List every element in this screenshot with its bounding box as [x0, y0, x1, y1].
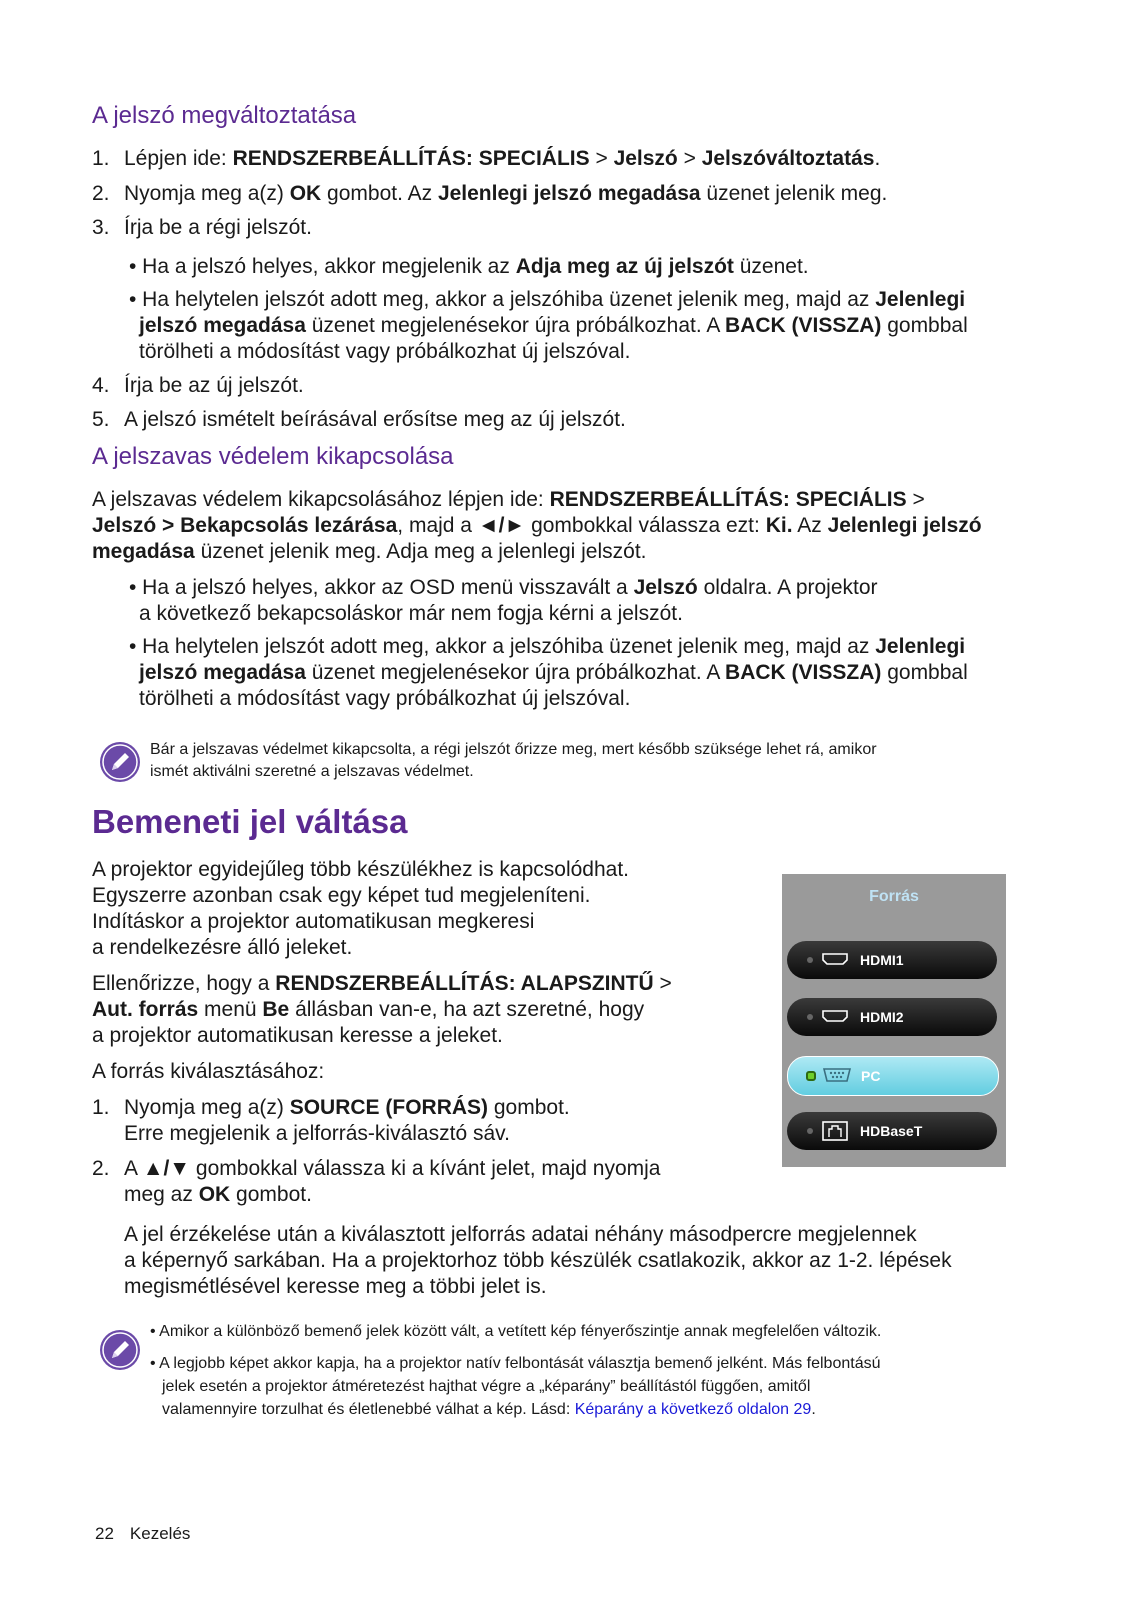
panel-title: Forrás [869, 888, 919, 905]
paragraph-line: Aut. forrás menü Be állásban van-e, ha azt szeretné, hogy [92, 998, 645, 1021]
note-text: ismét aktiválni szeretné a jelszavas védelmet. [150, 763, 474, 780]
source-label: HDMI2 [860, 1009, 904, 1025]
step-number: 1. [92, 147, 110, 170]
bullet-item-cont: jelszó megadása üzenet megjelenésekor újra próbálkozhat. A BACK (VISSZA) gombbal [139, 314, 968, 337]
paragraph-line: Jelszó > Bekapcsolás lezárása, majd a ◄/► gombokkal válassza ezt: Ki. Az Jelenlegi jelszó [92, 514, 982, 537]
paragraph-line: a képernyő sarkában. Ha a projektorhoz több készülék csatlakozik, akkor az 1-2. lépések [124, 1249, 952, 1272]
paragraph-line: Ellenőrizze, hogy a RENDSZERBEÁLLÍTÁS: ALAPSZINTŰ > [92, 972, 672, 995]
step-text: Lépjen ide: RENDSZERBEÁLLÍTÁS: SPECIÁLIS > Jelszó > Jelszóváltoztatás. [124, 147, 881, 170]
page-number: 22 [95, 1524, 114, 1543]
bullet-item: • Ha a jelszó helyes, akkor megjelenik az Adja meg az új jelszót üzenet. [129, 255, 809, 278]
step-number: 2. [92, 182, 110, 205]
note-text: jelek esetén a projektor átméretezést hajthat végre a „képarány” beállítástól függően, amitől [162, 1378, 811, 1395]
step-text-cont: Erre megjelenik a jelforrás-kiválasztó sáv. [124, 1122, 510, 1145]
step-text: Nyomja meg a(z) SOURCE (FORRÁS) gombot. [124, 1096, 570, 1119]
paragraph-line: a projektor automatikusan keresse a jeleket. [92, 1024, 503, 1047]
step-text: A jelszó ismételt beírásával erősítse meg az új jelszót. [124, 408, 626, 431]
step-number: 5. [92, 408, 110, 431]
source-label: PC [861, 1068, 881, 1084]
section-name: Kezelés [129, 1524, 191, 1543]
source-label: HDBaseT [860, 1123, 923, 1139]
step-number: 1. [92, 1096, 110, 1119]
source-label: HDMI1 [860, 952, 904, 968]
note-pencil-icon [99, 741, 141, 783]
note-text: • A legjobb képet akkor kapja, ha a projektor natív felbontását választja bemenő jelként. Más felbontású [150, 1355, 881, 1372]
source-item-pc[interactable] [787, 1056, 999, 1096]
bullet-item-cont: törölheti a módosítást vagy próbálkozhat új jelszóval. [139, 340, 631, 363]
step-number: 2. [92, 1157, 110, 1180]
section-heading-change-password: A jelszó megváltoztatása [92, 102, 357, 129]
status-dot [806, 1071, 816, 1081]
note-text: • Amikor a különböző bemenő jelek között vált, a vetített kép fényerőszintje annak megfelelően változik. [150, 1323, 882, 1340]
bullet-item: • Ha a jelszó helyes, akkor az OSD menü visszavált a Jelszó oldalra. A projektor [129, 576, 878, 599]
hdbaset-icon [822, 1121, 848, 1141]
hdmi-icon [822, 1008, 848, 1024]
status-dot [807, 1014, 813, 1020]
bullet-item-cont: jelszó megadása üzenet megjelenésekor újra próbálkozhat. A BACK (VISSZA) gombbal [139, 661, 968, 684]
paragraph-line: a rendelkezésre álló jeleket. [92, 936, 353, 959]
paragraph-line: A jel érzékelése után a kiválasztott jelforrás adatai néhány másodpercre megjelennek [124, 1223, 917, 1246]
step-number: 4. [92, 374, 110, 397]
step-text: Írja be az új jelszót. [124, 374, 304, 397]
note-pencil-icon [99, 1329, 141, 1371]
section-heading-disable-password: A jelszavas védelem kikapcsolása [92, 443, 454, 470]
step-text: Írja be a régi jelszót. [124, 216, 312, 239]
paragraph-line: Indításkor a projektor automatikusan megkeresi [92, 910, 535, 933]
note-text: valamennyire torzulhat és életlenebbé válhat a kép. Lásd: Képarány a következő oldalon 29. [162, 1401, 816, 1418]
step-text-cont: meg az OK gombot. [124, 1183, 312, 1206]
source-item-hdmi1[interactable] [787, 941, 997, 979]
page-link-aspect-ratio[interactable]: Képarány a következő oldalon 29 [574, 1401, 812, 1418]
paragraph-line: megadása üzenet jelenik meg. Adja meg a jelenlegi jelszót. [92, 540, 647, 563]
chapter-heading-input-switching: Bemeneti jel váltása [92, 803, 408, 840]
bullet-item: • Ha helytelen jelszót adott meg, akkor a jelszóhiba üzenet jelenik meg, majd az Jelenlegi [129, 635, 966, 658]
source-selection-panel [782, 874, 1006, 1167]
source-item-hdmi2[interactable] [787, 998, 997, 1036]
page-footer [95, 1524, 206, 1544]
bullet-item-cont: törölheti a módosítást vagy próbálkozhat új jelszóval. [139, 687, 631, 710]
paragraph-line: A jelszavas védelem kikapcsolásához lépjen ide: RENDSZERBEÁLLÍTÁS: SPECIÁLIS > [92, 488, 925, 511]
note-text: Bár a jelszavas védelmet kikapcsolta, a régi jelszót őrizze meg, mert később szüksége lehet rá, amikor [150, 741, 877, 758]
status-dot [807, 957, 813, 963]
paragraph-line: A forrás kiválasztásához: [92, 1060, 325, 1083]
paragraph-line: megismétlésével keresse meg a többi jelet is. [124, 1275, 547, 1298]
step-text: Nyomja meg a(z) OK gombot. Az Jelenlegi jelszó megadása üzenet jelenik meg. [124, 182, 888, 205]
bullet-item: • Ha helytelen jelszót adott meg, akkor a jelszóhiba üzenet jelenik meg, majd az Jelenlegi [129, 288, 966, 311]
paragraph-line: Egyszerre azonban csak egy képet tud megjeleníteni. [92, 884, 591, 907]
step-number: 3. [92, 216, 110, 239]
bullet-item-cont: a következő bekapcsoláskor már nem fogja kérni a jelszót. [139, 602, 683, 625]
source-item-hdbaset[interactable] [787, 1112, 997, 1150]
step-text: A ▲/▼ gombokkal válassza ki a kívánt jelet, majd nyomja [124, 1157, 661, 1180]
vga-icon [823, 1067, 851, 1083]
status-dot [807, 1128, 813, 1134]
paragraph-line: A projektor egyidejűleg több készülékhez is kapcsolódhat. [92, 858, 629, 881]
hdmi-icon [822, 951, 848, 967]
